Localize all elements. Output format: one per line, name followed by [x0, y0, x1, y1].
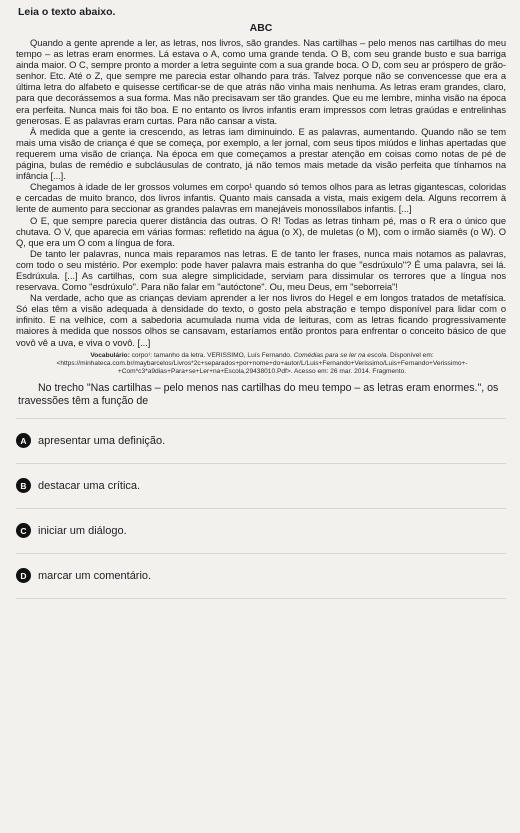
- option-letter-badge: A: [16, 433, 31, 448]
- paragraph: Chegamos à idade de ler grossos volumes em corpo¹ quando só temos olhos para as letras gigantescas, coloridas e cercadas de muito branco, dos livros infantis. Quanto mais cansada a vista, mais exigem dela. Alguns recorrem à lente de aumento para seccionar as grandes palavras em manejáveis monossílabos infantis. [...]: [16, 181, 506, 215]
- paragraph: Quando a gente aprende a ler, as letras, nos livros, são grandes. Nas cartilhas – pelo menos nas cartilhas do meu tempo – as letras eram enormes. Lá estava o A, como uma grande tenda. O B, com seu grande busto e sua barriga ainda maior. O C, sempre pronto a morder a letra seguinte com a sua grande boca. O D, com seu ar próspero de grão-senhor. Etc. Até o Z, que sempre me parecia estar olhando para trás. Talvez porque não se convencesse que era a última letra do alfabeto e quisesse certificar-se de que atrás não vinha mais nenhuma. As letras eram grandes, claro, para que decorássemos a sua forma. Mas não precisavam ser tão grandes. Que eu me lembre, minha visão na época era perfeita. Nunca mais foi tão boa. E no entanto os livros infantis eram impressos com letras graúdas e entrelinhas generosas. E as palavras eram curtas. Para não cansar a vista.: [16, 37, 506, 126]
- citation-source: Disponível em: <https://minhateca.com.br/maybarcelos/Livros*2c+separados+por+nome+do+autor/L/Luis+Fernando+Verissimo/Luis+Fernando+Verissimo+-+Com*c3*a9dias+Para+se+Ler+na+Escola,29438010.Pdf>. Acesso em: 26 mar. 2014. Fragmento.: [56, 351, 468, 376]
- option-b[interactable]: [16, 464, 506, 509]
- option-d[interactable]: [16, 554, 506, 599]
- passage: [16, 37, 506, 348]
- option-letter-badge: B: [16, 478, 31, 493]
- option-text: apresentar uma definição.: [38, 434, 166, 447]
- paragraph: De tanto ler palavras, nunca mais reparamos nas letras. E de tanto ler frases, nunca mais notamos as palavras, com todo o seu mistério. Por exemplo: pode haver palavra mais estranha do que "esdrúxulo"? É uma palavra, sei lá. Esdrúxula. [...] As cartilhas, com sua alegre simplicidade, serviam para dissimular os terrores que a língua nos reservava. Como "esdrúxulo". Para não falar em "autóctone". Ou, meu Deus, em "seborreia"!: [16, 247, 506, 293]
- option-letter-badge: D: [16, 568, 31, 583]
- vocabulary-note: [18, 352, 506, 377]
- option-a[interactable]: [16, 418, 506, 464]
- paragraph: À medida que a gente ia crescendo, as letras iam diminuindo. E as palavras, aumentando. Quando não se tem mais uma visão de criança é que se começa, por exemplo, a ler jornal, com seus tipos miúdos e linhas apertadas que requerem uma visão de criança. Na época em que começamos a prestar atenção em coisas como notas de pé de página, bulas de remédio e subcláusulas de contrato, já não temos mais metade da visão perfeita que tínhamos na infância [...].: [16, 125, 506, 182]
- paragraph: O E, que sempre parecia querer distância das outras. O R! Todas as letras tinham pé, mas o R era o único que chutava. O V, que aparecia em várias formas: refletido na água (o X), de muletas (o M), com o irmão siamês (o W). O Q, que era um O com a língua de fora.: [16, 214, 506, 248]
- paragraph: Na verdade, acho que as crianças deviam aprender a ler nos livros do Hegel e em longos tratados de metafísica. Só elas têm a visão adequada à densidade do texto, o gosto pela abstração e tempo disponível para lidar com o infinito. E na velhice, com a sabedoria acumulada numa vida de leituras, com as letras ficando progressivamente maiores à medida que nossos olhos se cansavam, estaríamos então prontos para enfrentar o conceito básico de que vovô vê a uva, e viva o vovô. [...]: [16, 292, 506, 348]
- option-text: iniciar um diálogo.: [38, 524, 127, 537]
- instruction: Leia o texto abaixo.: [18, 6, 116, 18]
- option-letter-badge: C: [16, 523, 31, 538]
- option-text: marcar um comentário.: [38, 569, 152, 582]
- vocabulary-label: Vocabulário:: [90, 351, 130, 359]
- vocabulary-definition: corpo¹: tamanho da letra.: [131, 351, 206, 359]
- citation-author: VERISSIMO, Luís Fernando.: [207, 351, 292, 359]
- answer-options: [16, 418, 506, 599]
- text-title: ABC: [249, 22, 273, 34]
- question-stem: No trecho "Nas cartilhas – pelo menos nas cartilhas do meu tempo – as letras eram enormes.", os travessões têm a função de: [18, 381, 499, 407]
- option-text: destacar uma crítica.: [38, 479, 141, 492]
- option-c[interactable]: [16, 509, 506, 554]
- citation-title: Comédias para se ler na escola.: [293, 351, 389, 359]
